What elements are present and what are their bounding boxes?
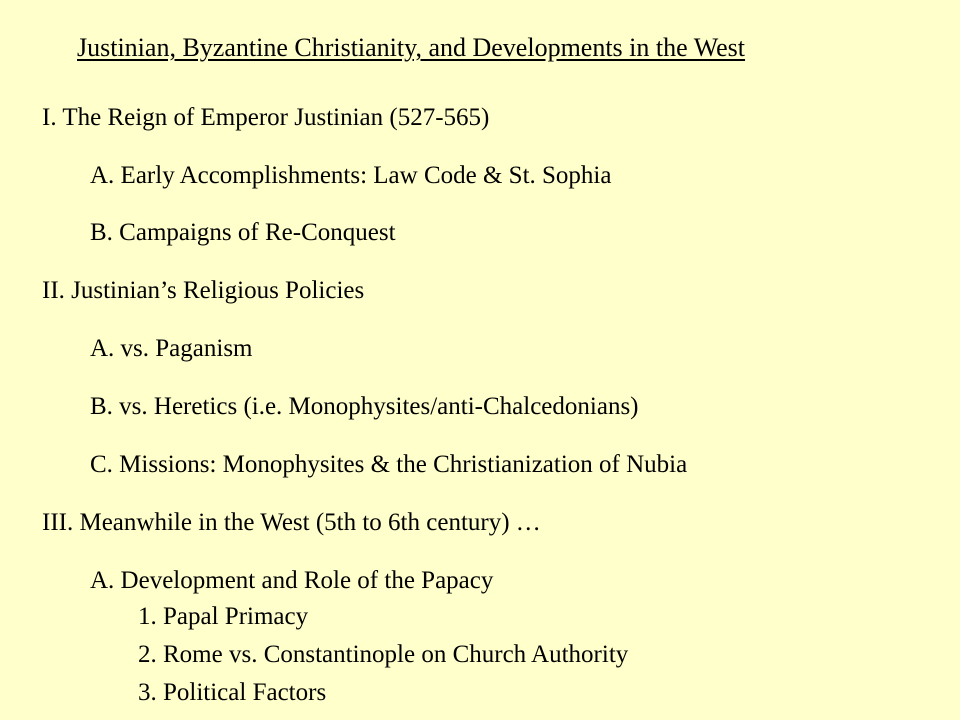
outline-subitem-3a2: 2. Rome vs. Constantinople on Church Authority [138, 641, 629, 668]
outline-item-2b: B. vs. Heretics (i.e. Monophysites/anti-Chalcedonians) [90, 393, 639, 420]
slide-title: Justinian, Byzantine Christianity, and Developments in the West [77, 33, 746, 62]
outline-heading-3: III. Meanwhile in the West (5th to 6th century) … [42, 509, 541, 536]
outline-item-2c: C. Missions: Monophysites & the Christianization of Nubia [90, 451, 688, 478]
outline-item-1a: A. Early Accomplishments: Law Code & St. Sophia [90, 162, 612, 189]
outline-item-1b: B. Campaigns of Re-Conquest [90, 219, 396, 246]
outline-item-3a: A. Development and Role of the Papacy [90, 567, 494, 594]
outline-item-2a: A. vs. Paganism [90, 335, 253, 362]
outline-subitem-3a1: 1. Papal Primacy [138, 603, 309, 630]
outline-heading-1: I. The Reign of Emperor Justinian (527-565) [42, 104, 490, 131]
outline-heading-2: II. Justinian’s Religious Policies [42, 277, 365, 304]
outline-subitem-3a3: 3. Political Factors [138, 679, 327, 706]
